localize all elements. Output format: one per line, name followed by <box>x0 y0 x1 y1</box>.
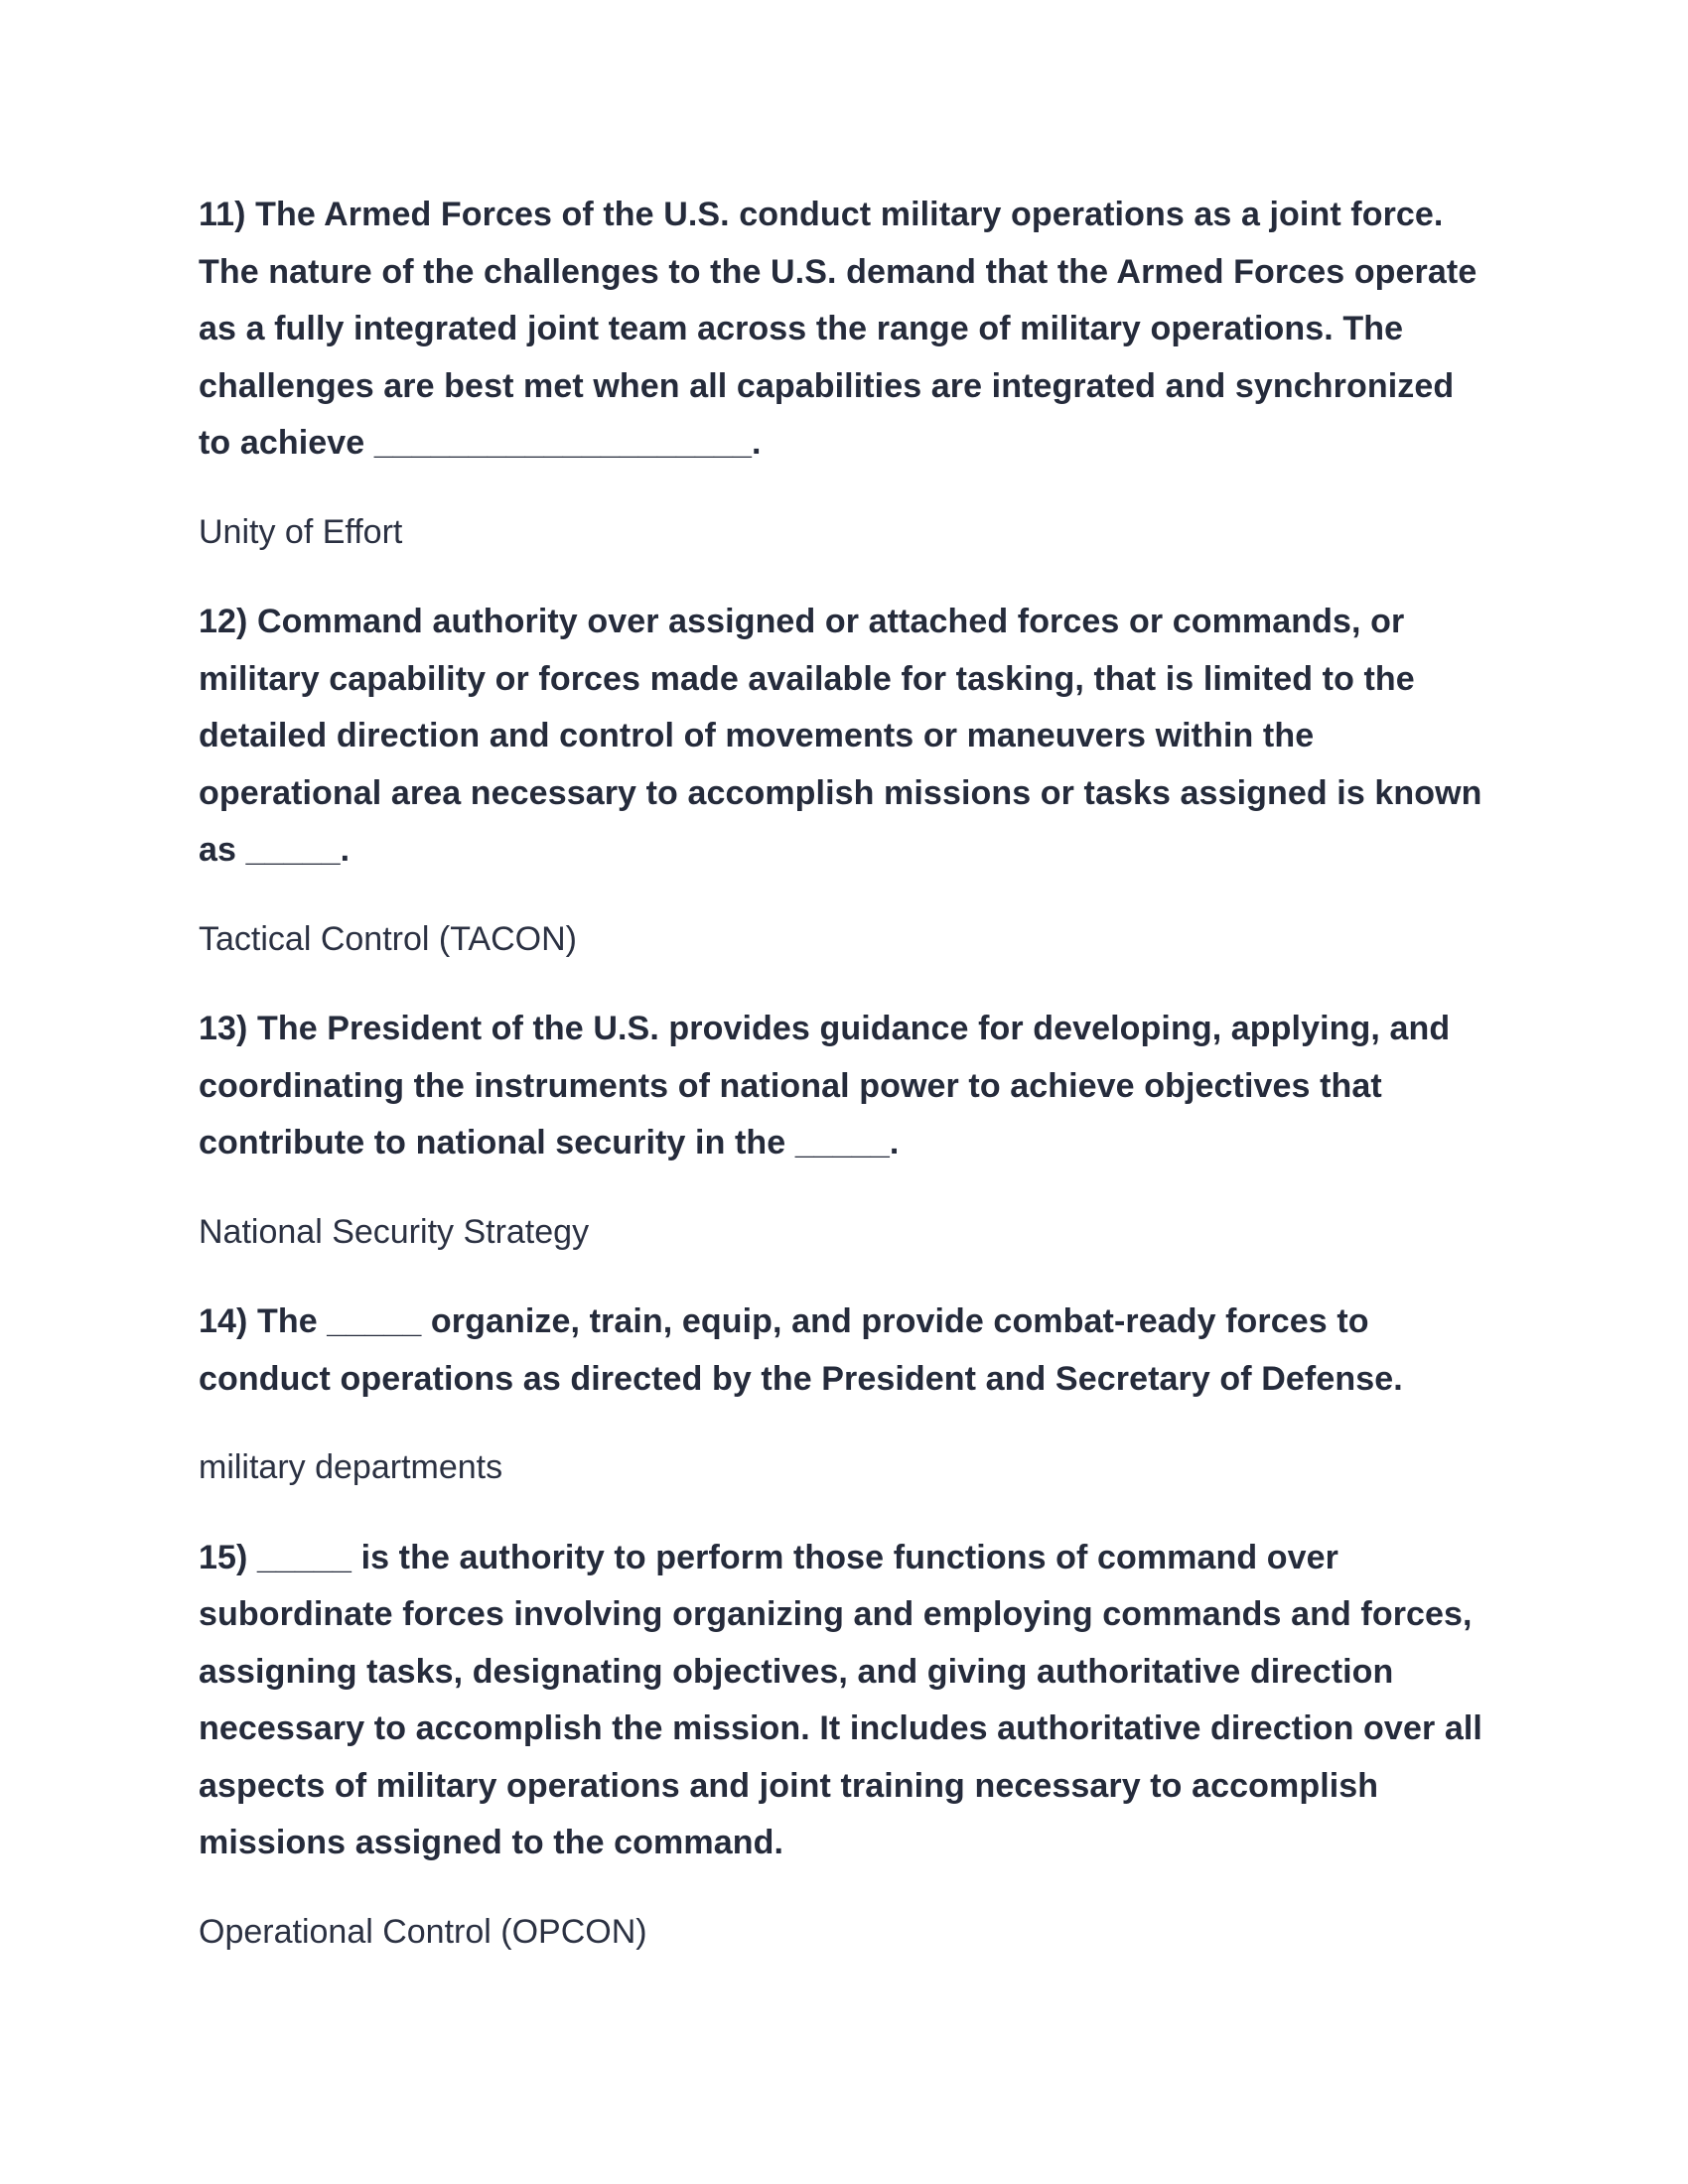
qa-item-11 <box>199 187 1489 561</box>
question-11: 11) The Armed Forces of the U.S. conduct military operations as a joint force. The nature of the challenges to the U.S. demand that the Armed Forces operate as a fully integrated joint team across the range of military operations. The challenges are best met when all capabilities are integrated and synchronized to achieve ____________________. <box>199 196 1477 462</box>
document-page <box>199 187 1489 1961</box>
question-14: 14) The _____ organize, train, equip, and provide combat-ready forces to conduct operations as directed by the President and Secretary of Defense. <box>199 1302 1403 1398</box>
question-12: 12) Command authority over assigned or attached forces or commands, or military capability or forces made available for tasking, that is limited to the detailed direction and control of movements or maneuvers within the operational area necessary to accomplish missions or tasks assigned is known as _____. <box>199 603 1482 869</box>
question-13: 13) The President of the U.S. provides guidance for developing, applying, and coordinating the instruments of national power to achieve objectives that contribute to national security in the _____. <box>199 1010 1451 1161</box>
qa-item-12 <box>199 594 1489 968</box>
answer-15: Operational Control (OPCON) <box>199 1912 647 1951</box>
qa-item-15 <box>199 1530 1489 1962</box>
qa-item-14 <box>199 1294 1489 1497</box>
question-15: 15) _____ is the authority to perform those functions of command over subordinate forces involving organizing and employing commands and forces, assigning tasks, designating objectives, and giving authoritative direction necessary to accomplish the mission. It includes authoritative direction over all aspects of military operations and joint training necessary to accomplish missions assigned to the command. <box>199 1538 1482 1861</box>
answer-11: Unity of Effort <box>199 512 403 551</box>
answer-12: Tactical Control (TACON) <box>199 919 577 958</box>
answer-14: military departments <box>199 1448 503 1486</box>
answer-13: National Security Strategy <box>199 1212 590 1251</box>
qa-item-13 <box>199 1001 1489 1261</box>
